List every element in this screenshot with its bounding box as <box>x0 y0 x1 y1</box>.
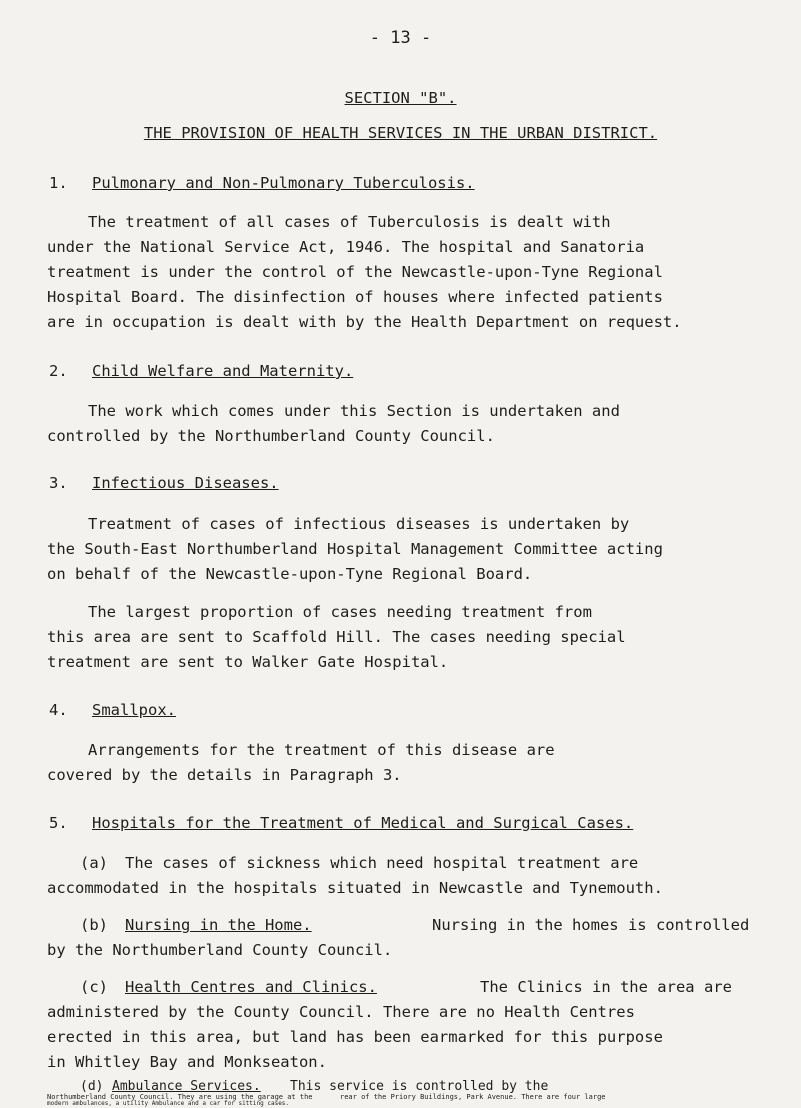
item-3-line: treatment are sent to Walker Gate Hospital. <box>47 653 449 671</box>
item-3-heading: Infectious Diseases. <box>92 474 279 492</box>
sub-b-line: by the Northumberland County Council. <box>47 941 393 959</box>
sub-c-line: in Whitley Bay and Monkseaton. <box>47 1053 327 1071</box>
sub-b-heading: Nursing in the Home. <box>125 916 312 934</box>
item-1-line: Hospital Board. The disinfection of houses where infected patients <box>47 288 663 306</box>
sub-d-label: (d) <box>80 1079 104 1094</box>
sub-a-label: (a) <box>80 854 108 872</box>
item-1-heading: Pulmonary and Non-Pulmonary Tuberculosis. <box>92 174 475 192</box>
item-5-heading: Hospitals for the Treatment of Medical and Surgical Cases. <box>92 814 634 832</box>
sub-d-line: rear of the Priory Buildings, Park Avenue. There are four large <box>340 1093 606 1101</box>
sub-d-line: This service is controlled by the <box>290 1079 549 1094</box>
item-2-number: 2. <box>49 362 68 380</box>
item-4-number: 4. <box>49 701 68 719</box>
item-3-line: Treatment of cases of infectious diseases is undertaken by <box>88 515 630 533</box>
item-3-line: on behalf of the Newcastle-upon-Tyne Regional Board. <box>47 565 533 583</box>
sub-a-line: accommodated in the hospitals situated in Newcastle and Tynemouth. <box>47 879 663 897</box>
sub-a-line: The cases of sickness which need hospital treatment are <box>125 854 639 872</box>
item-2-line: The work which comes under this Section is undertaken and <box>88 402 620 420</box>
sub-d-line: modern ambulances, a utility Ambulance and a car for sitting cases. <box>47 1100 290 1107</box>
section-label: SECTION "B". <box>344 89 457 107</box>
sub-b-line: Nursing in the homes is controlled <box>432 916 750 934</box>
sub-c-heading: Health Centres and Clinics. <box>125 978 377 996</box>
item-5-number: 5. <box>49 814 68 832</box>
item-3-line: The largest proportion of cases needing treatment from <box>88 603 592 621</box>
page-title: THE PROVISION OF HEALTH SERVICES IN THE URBAN DISTRICT. <box>143 124 658 142</box>
item-2-heading: Child Welfare and Maternity. <box>92 362 354 380</box>
page-number: - 13 - <box>369 28 432 48</box>
item-1-line: The treatment of all cases of Tuberculosis is dealt with <box>88 213 611 231</box>
sub-c-line: administered by the County Council. There are no Health Centres <box>47 1003 635 1021</box>
item-1-number: 1. <box>49 174 68 192</box>
sub-c-line: The Clinics in the area are <box>480 978 732 996</box>
sub-d-line: Northumberland County Council. They are using the garage at the <box>47 1093 313 1101</box>
item-3-number: 3. <box>49 474 68 492</box>
item-4-line: Arrangements for the treatment of this disease are <box>88 741 555 759</box>
item-4-line: covered by the details in Paragraph 3. <box>47 766 402 784</box>
item-4-heading: Smallpox. <box>92 701 176 719</box>
item-1-line: under the National Service Act, 1946. The hospital and Sanatoria <box>47 238 645 256</box>
item-1-line: are in occupation is dealt with by the Health Department on request. <box>47 313 682 331</box>
item-1-line: treatment is under the control of the Newcastle-upon-Tyne Regional <box>47 263 663 281</box>
item-3-line: this area are sent to Scaffold Hill. The cases needing special <box>47 628 626 646</box>
sub-b-label: (b) <box>80 916 108 934</box>
item-2-line: controlled by the Northumberland County Council. <box>47 427 495 445</box>
sub-d-heading: Ambulance Services. <box>112 1079 261 1094</box>
item-3-line: the South-East Northumberland Hospital Management Committee acting <box>47 540 663 558</box>
sub-c-line: erected in this area, but land has been earmarked for this purpose <box>47 1028 663 1046</box>
sub-c-label: (c) <box>80 978 108 996</box>
